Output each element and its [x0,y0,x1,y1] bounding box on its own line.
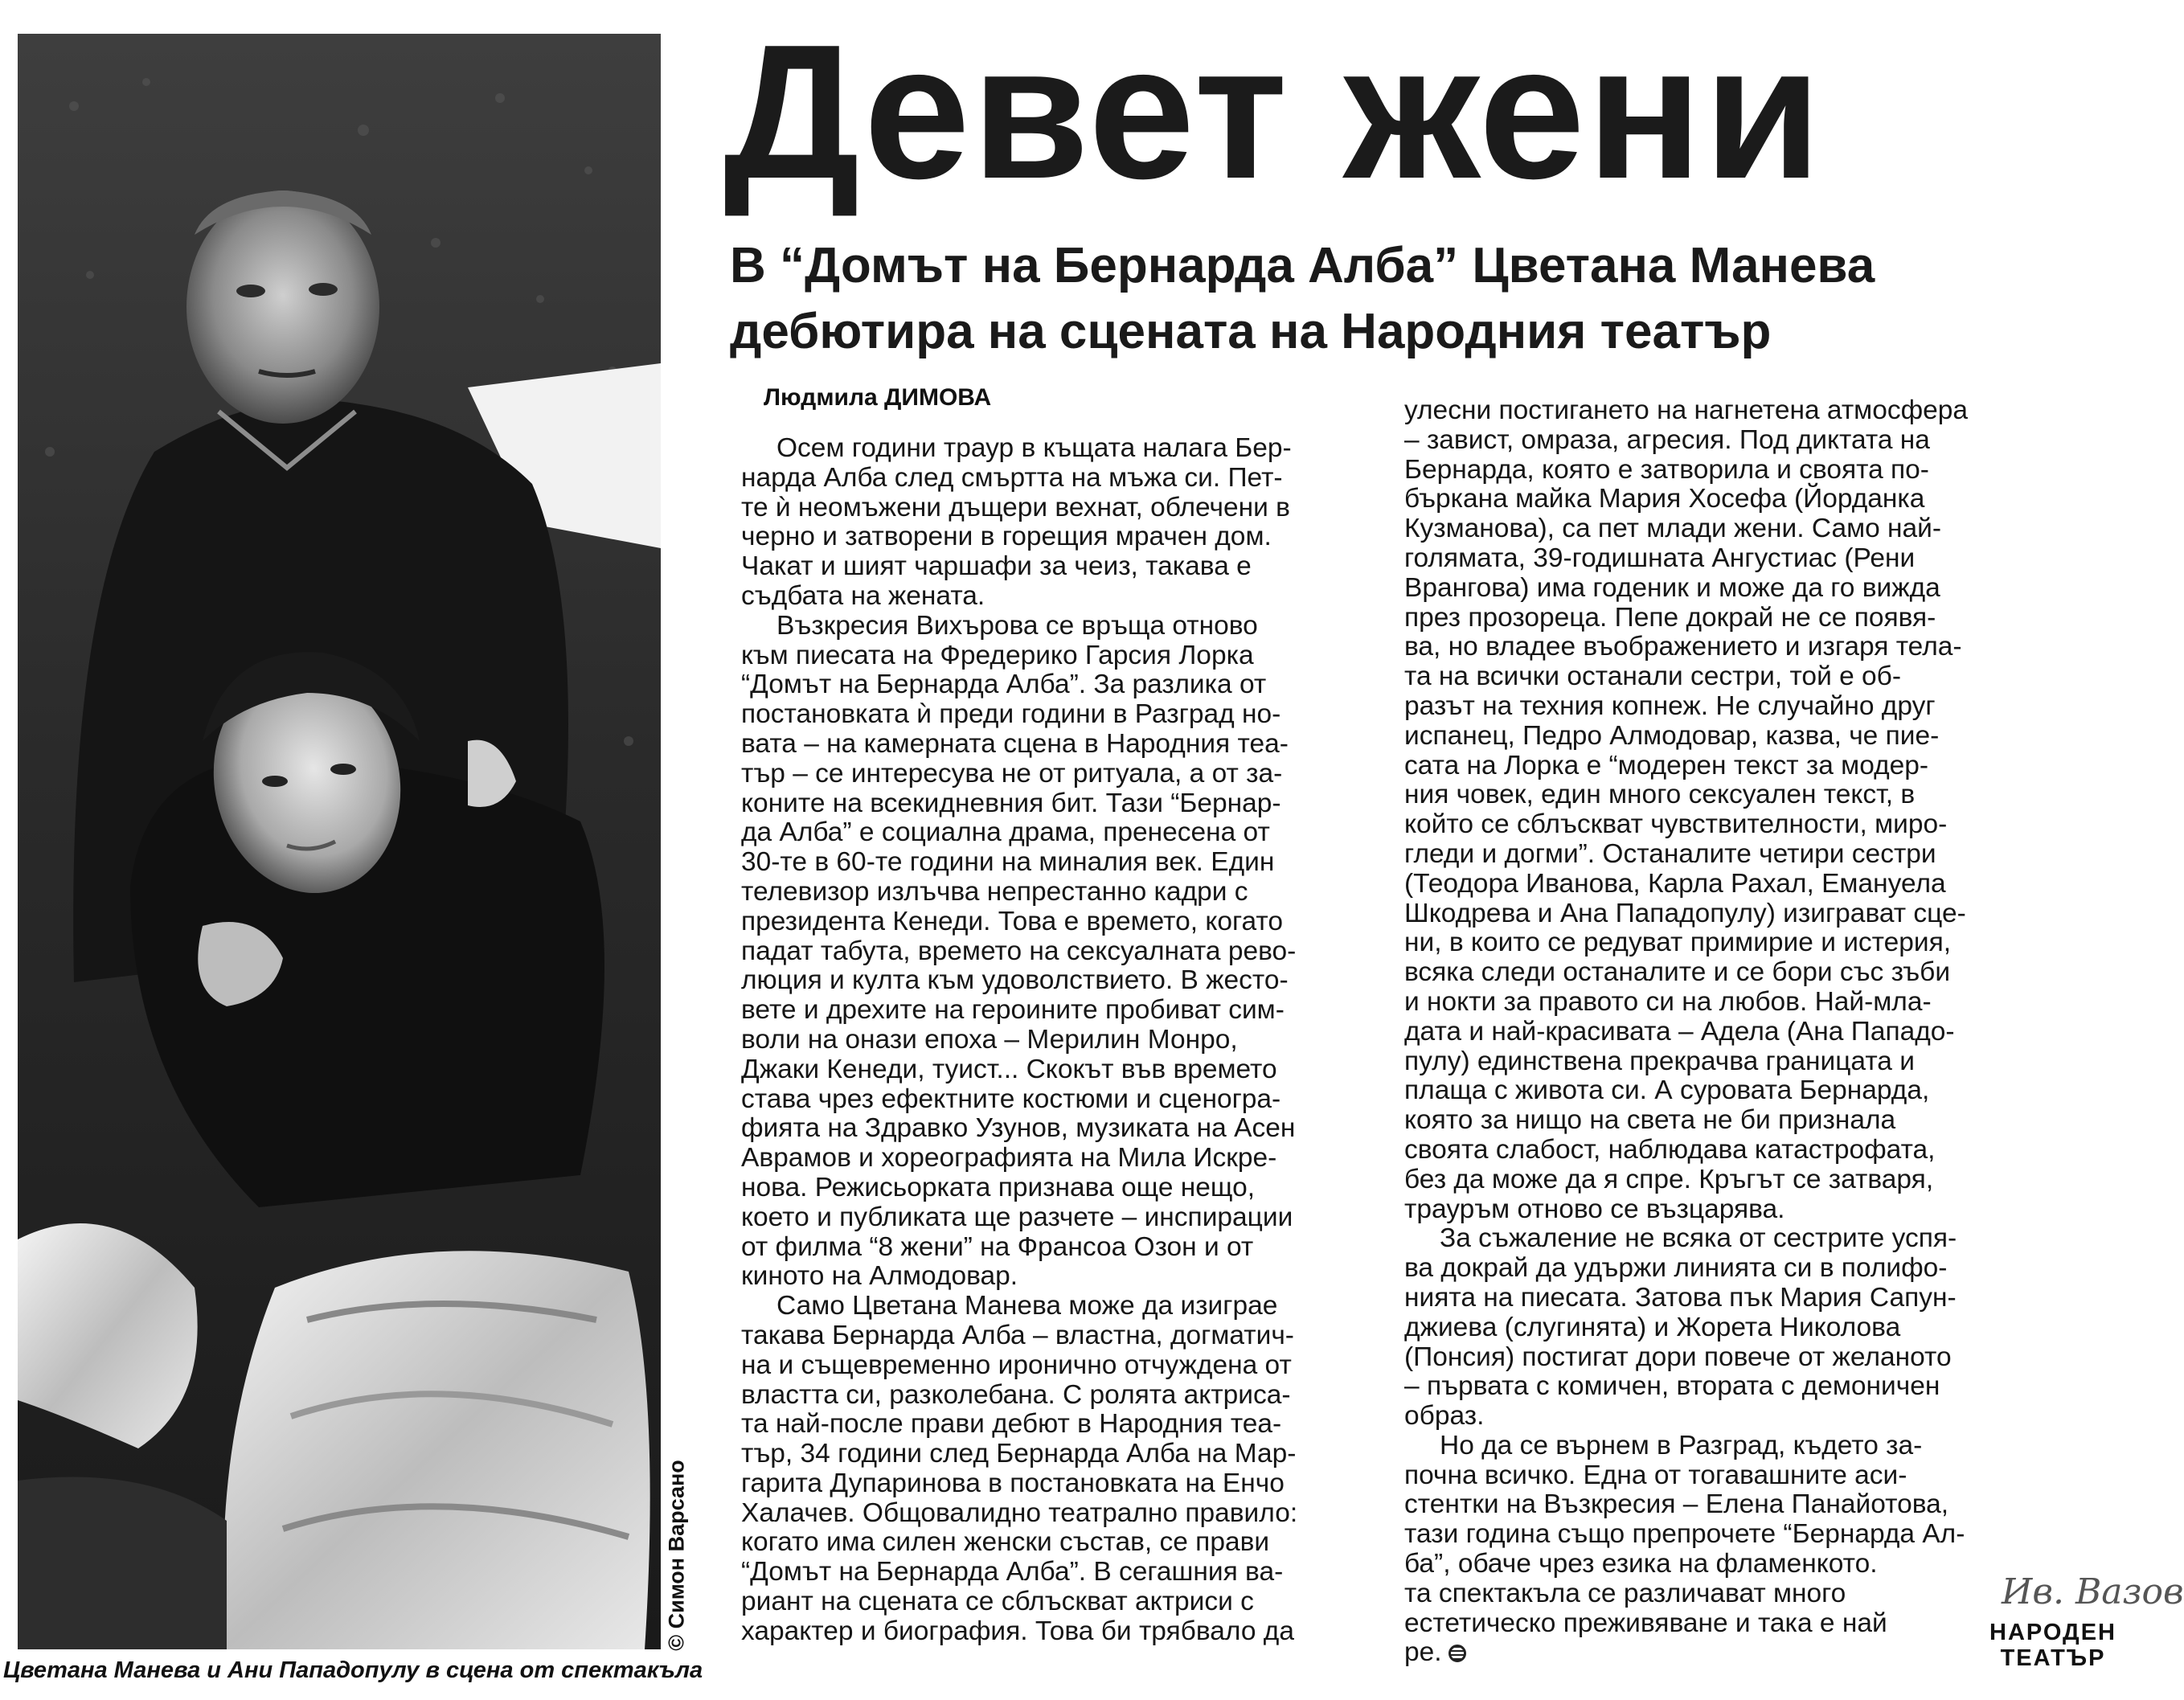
article-column-2 [1404,396,2081,1668]
text-line: който се сблъскват чувствителности, миро- [1404,809,1948,840]
text-line: – първата с комичен, втората с демоничен [1404,1371,1940,1402]
article-photo [18,34,661,1649]
text-line: образ. [1404,1401,1485,1432]
text-line: – завист, омраза, агресия. Под диктата на [1404,424,1930,455]
text-line: вете и дрехите на героините пробиват сим- [741,995,1285,1026]
text-line: ре. [1404,1638,2081,1668]
text-line: 30-те в 60-те години на миналия век. Един [741,847,1275,878]
text-line: коните на всекидневния бит. Тази “Бернар- [741,788,1281,818]
text-line: такава Бернарда Алба – властна, догматич- [741,1320,1294,1350]
text-line: да Алба” е социална драма, пренесена от [741,817,1270,848]
text-line: от филма “8 жени” на Франсоа Озон и от [741,1231,1254,1262]
text-line: тази година също препрочете “Бернарда Ал- [1404,1519,1965,1550]
text-line: без да може да я спре. Кръгът се затваря, [1404,1164,1934,1194]
end-of-article-icon [1448,1645,1466,1662]
text-line: гарита Дупаринова в постановката на Енчо [741,1468,1285,1498]
text-line: воли на онази епоха – Мерилин Монро, [741,1024,1238,1055]
text-line: гледи и догми”. Останалите четири сестри [1404,838,1936,869]
text-line: нова. Режисьорката признава още нещо, [741,1172,1256,1202]
text-line: голямата, 39-годишната Ангустиас (Рени [1404,543,1916,573]
text-line: сата на Лорка е “модерен текст за модер- [1404,750,1929,780]
text-line: та най-после прави дебют в Народния теа- [741,1409,1282,1440]
photo-illustration [18,34,661,1649]
text-line: падат табута, времето на сексуалната рево- [741,936,1297,966]
text-line: президента Кенеди. Това е времето, когато [741,906,1283,936]
byline: Людмила ДИМОВА [764,384,992,411]
text-line: риант на сцената се сблъскват актриси с [741,1587,1254,1617]
text-line: Бернарда, която е затворила и своята по- [1404,454,1929,485]
text-line: вата – на камерната сцена в Народния теа- [741,728,1289,759]
text-line: разът на техния копнеж. Не случайно друг [1404,690,1936,721]
logo-line-2: ТЕАТЪР [2000,1645,2106,1671]
text-line: ния човек, един много сексуален текст, в [1404,780,1916,810]
text-line: става чрез ефектните костюми и сценогра- [741,1083,1281,1114]
text-line: бъркана майка Мария Хосефа (Йорданка [1404,484,1925,514]
text-line: испанец, Педро Алмодовар, казва, че пие- [1404,720,1940,751]
text-line: властта си, разколебана. С ролята актриса- [741,1379,1291,1410]
text-line: (Понсия) постигат дори повече от желаното [1404,1342,1952,1372]
text-line: пулу) единствена прекрачва границата и [1404,1046,1915,1076]
text-line: през прозореца. Пепе докрай не се появя- [1404,602,1936,633]
text-line: та спектакъла се различават много [1404,1578,1846,1608]
text-line: Но да се върнем в Разград, където за- [1440,1430,1923,1460]
text-line: тър, 34 години след Бернарда Алба на Мар- [741,1439,1297,1469]
text-line: почна всичко. Една от тогавашните аси- [1404,1460,1907,1490]
text-line: За съжаление не всяка от сестрите успя- [1440,1223,1957,1254]
photo-caption: Цветана Манева и Ани Пападопулу в сцена от спектакъла [3,1657,703,1683]
text-line: та на всички останали сестри, той е об- [1404,662,1901,692]
text-line: всяка следи останалите и се бори със зъби [1404,957,1951,988]
text-line: ба”, обаче чрез езика на фламенкото. [1404,1549,1878,1579]
text-line: трауръм отново се възцарява. [1404,1194,1785,1224]
text-line: Аврамов и хореографията на Мила Искре- [741,1143,1277,1174]
text-line: ва, но владее въображението и изгаря тела- [1404,632,1962,662]
text-line: люция и култа към удоволствието. В жесто- [741,965,1289,996]
text-line: на и същевременно иронично отчуждена от [741,1350,1292,1380]
text-line: нията на пиесата. Затова пък Мария Сапун- [1404,1282,1957,1313]
text-line: ни, в които се редуват примирие и истерия, [1404,928,1952,958]
text-line: Само Цветана Манева може да изиграе [776,1291,1278,1321]
text-line: “Домът на Бернарда Алба”. В сегашния ва- [741,1557,1284,1587]
text-line: дата и най-красивата – Адела (Ана Пападо- [1404,1016,1955,1047]
text-line: Кузманова), са пет млади жени. Само най- [1404,514,1942,544]
text-line: плаща с живота си. А суровата Бернарда, [1404,1075,1930,1106]
text-line: телевизор излъчва непрестанно кадри с [741,876,1248,907]
text-line: черно и затворени в горещия мрачен дом. [741,522,1272,552]
text-line: характер и биография. Това би трябвало да [741,1616,1294,1646]
text-line: естетическо преживяване и така е най [1404,1608,1887,1638]
national-theatre-logo [1977,1571,2184,1692]
text-line: Осем години траур в къщата налага Бер- [776,433,1292,463]
text-line: Чакат и шият чаршафи за чеиз, такава е [741,551,1252,582]
text-line: Шкодрева и Ана Пападопулу) изиграват сце- [1404,898,1966,928]
subheadline-line-1: В “Домът на Бернарда Алба” Цветана Манева [730,238,1875,293]
text-line: която за нищо на света не би признала [1404,1105,1896,1136]
subheadline-line-2: дебютира на сцената на Народния театър [730,304,1772,359]
text-line: киното на Алмодовар. [741,1261,1018,1292]
text-line: към пиесата на Фредерико Гарсия Лорка [741,640,1254,670]
text-line: фията на Здравко Узунов, музиката на Асен [741,1113,1296,1144]
text-line: ва докрай да удържи линията си в полифо- [1404,1253,1948,1284]
text-line: (Теодора Иванова, Карла Рахал, Емануела [1404,868,1946,899]
logo-signature: Ив. Вазов [2002,1571,2184,1612]
text-line: когато има силен женски състав, се прави [741,1527,1270,1558]
text-line: постановката ѝ преди години в Разград но- [741,699,1281,730]
text-line: своята слабост, наблюдава катастрофата, [1404,1134,1936,1165]
subheadline [730,233,2096,365]
text-line: нарда Алба след смъртта на мъжа си. Пет- [741,462,1283,493]
text-line: “Домът на Бернарда Алба”. За разлика от [741,670,1267,700]
text-line: тър – се интересува не от ритуала, а от за- [741,758,1283,789]
text-line: Джаки Кенеди, туист... Скокът във времето [741,1054,1277,1084]
text-line: което и публиката ще разчете – инспирации [741,1202,1293,1232]
text-line: и нокти за правото си на любов. Най-мла- [1404,986,1932,1017]
text-line: съдбата на жената. [741,580,985,611]
logo-line-1: НАРОДЕН [1989,1620,2116,1645]
text-line: Възкресия Вихърова се връща отново [776,610,1258,641]
text-line: Врангова) има годеник и може да го вижда [1404,572,1940,603]
text-line: Халачев. Общовалидно театрално правило: [741,1497,1298,1528]
text-line: улесни постигането на нагнетена атмосфера [1404,395,1969,425]
text-line: джиева (слугинята) и Жорета Николова [1404,1312,1901,1342]
photo-credit: © Симон Варсано [664,1460,689,1651]
headline: Девет жени [723,6,1823,219]
text-line: те ѝ неомъжени дъщери вехнат, облечени в [741,492,1290,522]
article-column-1 [741,434,1370,1647]
text-line: стентки на Възкресия – Елена Панайотова, [1404,1489,1949,1520]
